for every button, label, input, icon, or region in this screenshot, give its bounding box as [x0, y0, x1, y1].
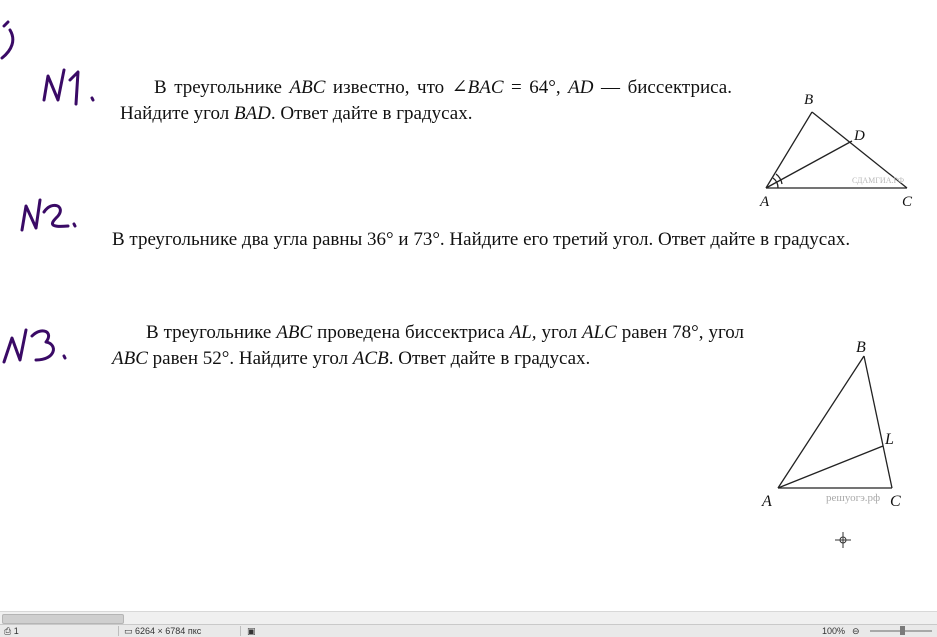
problem-1-text: В треугольнике ABC известно, что ∠BAC = 64°, AD — биссектриса. Найдите угол BAD. Ответ дайте в градусах. — [120, 77, 732, 124]
status-bar — [0, 624, 937, 637]
watermark-1: СДАМГИА.РФ — [852, 176, 905, 185]
vertex-label-c: C — [890, 493, 901, 510]
handwritten-label-2 — [22, 200, 75, 230]
image-size-readout: ▭ 6264 × 6784 пкс — [124, 626, 202, 636]
vertex-label-d: D — [854, 128, 865, 144]
vertex-label-a: A — [760, 194, 770, 210]
problem-3-text: В треугольнике ABC проведена биссектриса AL, угол ALC равен 78°, угол ABC равен 52°. Найдите угол ACB. Ответ дайте в градусах. — [112, 322, 744, 369]
crosshair-cursor-icon — [833, 530, 853, 550]
problem-2-text: В треугольнике два угла равны 36° и 73°. Найдите его третий угол. Ответ дайте в градусах. — [112, 229, 851, 250]
handwritten-label-1 — [44, 70, 93, 104]
figure-triangle-2 — [756, 336, 916, 516]
watermark-2: решуогэ.рф — [826, 492, 881, 504]
handwritten-mark — [2, 22, 13, 58]
zoom-out-button[interactable]: ⊖ — [852, 626, 860, 636]
page-indicator: ⎙ 1 — [4, 626, 19, 636]
vertex-label-b: B — [804, 92, 814, 108]
zoom-slider-handle[interactable] — [900, 626, 905, 635]
vertex-label-l: L — [885, 431, 894, 448]
handwritten-label-3 — [4, 330, 65, 362]
figure-triangle-1 — [752, 84, 932, 214]
save-icon[interactable]: ▣ — [247, 626, 256, 636]
zoom-level: 100% — [822, 626, 846, 636]
vertex-label-a: A — [762, 493, 772, 510]
scrollbar-thumb[interactable] — [2, 614, 124, 624]
vertex-label-b: B — [856, 339, 866, 356]
horizontal-scrollbar[interactable] — [0, 611, 937, 625]
vertex-label-c: C — [902, 194, 913, 210]
